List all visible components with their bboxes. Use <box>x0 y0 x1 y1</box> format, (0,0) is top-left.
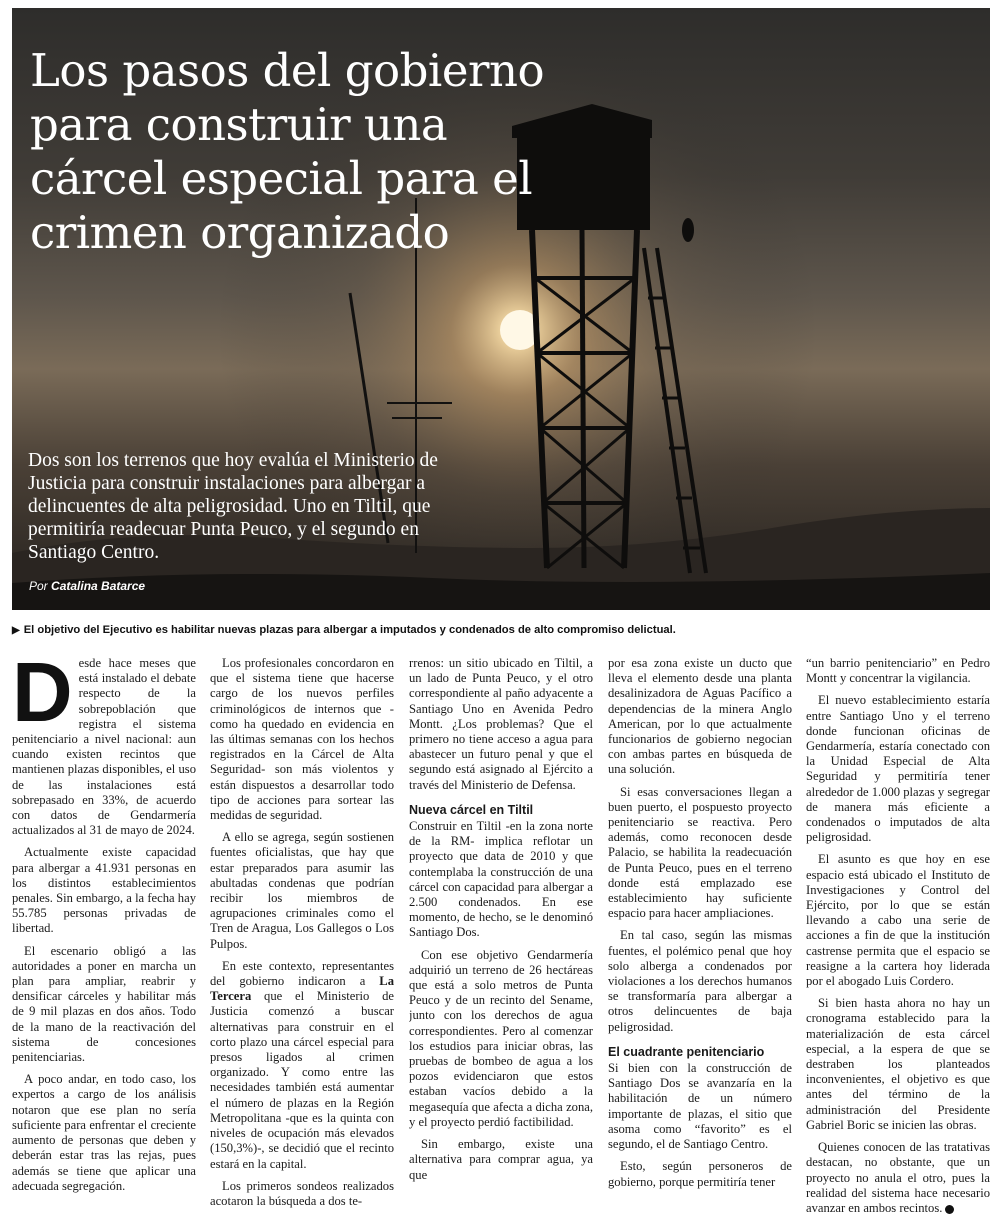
article-column-1 <box>12 656 196 1226</box>
paragraph-text: En este contexto, representantes del gobierno indicaron a <box>210 958 394 989</box>
paragraph-text: esde hace meses que está instalado el debate respecto de la sobrepoblación que registra el sistema penitenciario a nivel nacional: aun cuando existen recintos que mantienen plazas disponibles, el uso de las instalaciones está sobrepasado en 33%, de acuerdo con datos de Gendarmería actualizados al 31 de mayo de 2024. <box>12 656 196 838</box>
caption-text: El objetivo del Ejecutivo es habilitar nuevas plazas para albergar a imputados y condenados de alto compromiso delictual. <box>23 624 676 636</box>
newspaper-name: La Tercera <box>210 974 394 1004</box>
paragraph: Si esas conversaciones llegan a buen puerto, el pospuesto proyecto penitenciario se reactiva. Pero además, como reconocen desde Palacio, se habilita la readecuación de Punta Peuco, pues en el terreno donde está emplazado ese establecimiento hay suficiente espacio para hacer ampliaciones. <box>608 784 792 921</box>
standfirst: Dos son los terrenos que hoy evalúa el Ministerio de Justicia para construir instalaciones para albergar a delincuentes de alta peligrosidad. Uno en Tiltil, que permitiría readecuar Punta Peuco, y el segundo en Santiago Centro. <box>28 450 438 563</box>
article-column-3 <box>409 656 593 1226</box>
paragraph: El asunto es que hoy en ese espacio está ubicado el Instituto de Investigaciones y Control del Ejército, por lo que se están llevando a cabo una serie de acciones a fin de que la institución castrense permita que el espacio se reasigne a la cartera hoy liderada por el abogado Luis Cordero. <box>806 852 990 989</box>
paragraph: A poco andar, en todo caso, los expertos a cargo de los análisis notaron que ese plan no sería suficiente para enfrentar el creciente aumento de personas que deben y deberán estar tras las rejas, pues además se tiene que aplicar una adecuada segregación. <box>12 1072 196 1193</box>
paragraph <box>806 1140 990 1216</box>
subheading: El cuadrante penitenciario <box>608 1044 765 1059</box>
article-column-4 <box>608 656 792 1226</box>
paragraph-text: que el Ministerio de Justicia comenzó a buscar alternativas para construir en el corto plazo una cárcel especial para presos ligados al crimen organizado. Y como entre las necesidades también está aumentar el número de plazas en la Región Metropolitana -que es la quinta con niveles de ocupación más elevados (150,3%)-, se decidió que el recinto estará en la capital. <box>210 989 394 1171</box>
paragraph: A ello se agrega, según sostienen fuentes oficialistas, que hay que estar preparados para asumir las abultadas condenas que podrían recibir los miembros de agrupaciones criminales como el Tren de Aragua, Los Gallegos o Los Pulpos. <box>210 830 394 951</box>
article-column-2 <box>210 656 394 1226</box>
filled-circle-icon <box>945 1205 954 1214</box>
paragraph: Esto, según personeros de gobierno, porque permitiría tener <box>608 1159 792 1189</box>
paragraph <box>12 656 196 838</box>
hero-photo <box>12 8 990 610</box>
paragraph-text: Quienes conocen de las tratativas destacan, no obstante, que un proyecto no anula el otro, pues la realidad del sistema hace necesario avanzar en ambos recintos. <box>806 1140 990 1215</box>
paragraph: El nuevo establecimiento estaría entre Santiago Uno y el terreno donde funcionan oficinas de Gendarmería, estaría conectado con la Unidad Especial de Alta Seguridad y permitiría tener alrededor de 1.000 plazas y segregar de manera más eficiente a condenados o imputados de alta peligrosidad. <box>806 693 990 845</box>
article-column-5 <box>806 656 990 1226</box>
paragraph: Si bien hasta ahora no hay un cronograma establecido para la materialización de esta cárcel especial, a la espera de que se destraben los planteados inconvenientes, el objetivo es que antes del término de la administración del Presidente Gabriel Boric se inicien las obras. <box>806 996 990 1132</box>
paragraph: rrenos: un sitio ubicado en Tiltil, a un lado de Punta Peuco, y el otro correspondiente al paño adyacente a Santiago Uno en Avenida Pedro Montt. ¿Los problemas? Que el primero no tiene acceso a agua para abastecer un futuro penal y que el segundo está asignado al Ejército a través del Ministerio de Defensa. <box>409 656 593 792</box>
paragraph: Actualmente existe capacidad para albergar a 41.931 personas en los distintos establecimientos penales. Sin embargo, a la fecha hay 55.785 personas privadas de libertad. <box>12 845 196 936</box>
paragraph: Construir en Tiltil -en la zona norte de la RM- implica reflotar un proyecto que data de 2010 y que contemplaba la construcción de una cárcel con capacidad para albergar a 2.500 condenados. En ese momento, de hecho, se le denominó Santiago Dos. <box>409 819 593 940</box>
paragraph: por esa zona existe un ducto que lleva el elemento desde una planta desalinizadora de Aguas Pacífico a dependencias de la minera Anglo American, por lo que actualmente funcionarios de gobierno negocian con ambas partes en búsqueda de una solución. <box>608 656 792 777</box>
byline-prefix: Por <box>29 579 48 593</box>
paragraph <box>210 959 394 1172</box>
drop-cap: D <box>12 656 73 739</box>
paragraph: En tal caso, según las mismas fuentes, el polémico penal que hoy solo alberga a condenados por violaciones a los derechos humanos se transformaría para albergar a otros delincuentes de baja peligrosidad. <box>608 928 792 1034</box>
photo-caption <box>12 624 992 636</box>
paragraph: Si bien con la construcción de Santiago Dos se avanzaría en la habilitación de un número importante de plazas, el sitio que asoma como “favorito” es el segundo, el de Santiago Centro. <box>608 1061 792 1152</box>
triangle-right-icon: ▶ <box>12 625 20 636</box>
byline-author: Catalina Batarce <box>51 579 146 593</box>
paragraph: Los primeros sondeos realizados acotaron la búsqueda a dos te- <box>210 1178 394 1208</box>
paragraph: Con ese objetivo Gendarmería adquirió un terreno de 26 hectáreas que está a solo metros de Punta Peuco y de un recinto del Sename, junto con los derechos de agua correspondientes. Pero al comenzar los estudios para iniciar obras, las pruebas de bombeo de agua a los pozos evidenciaron que estos estaban vacíos debido a la megasequía que afecta a dicha zona, y el proyecto perdió factibilidad. <box>409 947 593 1129</box>
paragraph: Los profesionales concordaron en que el sistema tiene que hacerse cargo de los nuevos perfiles criminológicos de internos que -como ha quedado en evidencia en las últimas semanas con los hechos registrados en la Cárcel de Alta Seguridad- son más violentos y están dispuestos a desarrollar todo tipo de acciones para sortear las medidas de seguridad. <box>210 656 394 823</box>
subheading: Nueva cárcel en Tiltil <box>409 802 534 817</box>
paragraph: El escenario obligó a las autoridades a poner en marcha un plan para ampliar, reabrir y densificar cárceles y habilitar más de 9 mil plazas en dos años. Todo de la mano de la reactivación del sistema de concesiones penitenciarias. <box>12 943 196 1065</box>
byline <box>29 579 145 593</box>
paragraph: Sin embargo, existe una alternativa para comprar agua, ya que <box>409 1137 593 1182</box>
headline: Los pasos del gobierno para construir una cárcel especial para el crimen organizado <box>30 44 545 259</box>
paragraph: “un barrio penitenciario” en Pedro Montt y concentrar la vigilancia. <box>806 656 990 686</box>
